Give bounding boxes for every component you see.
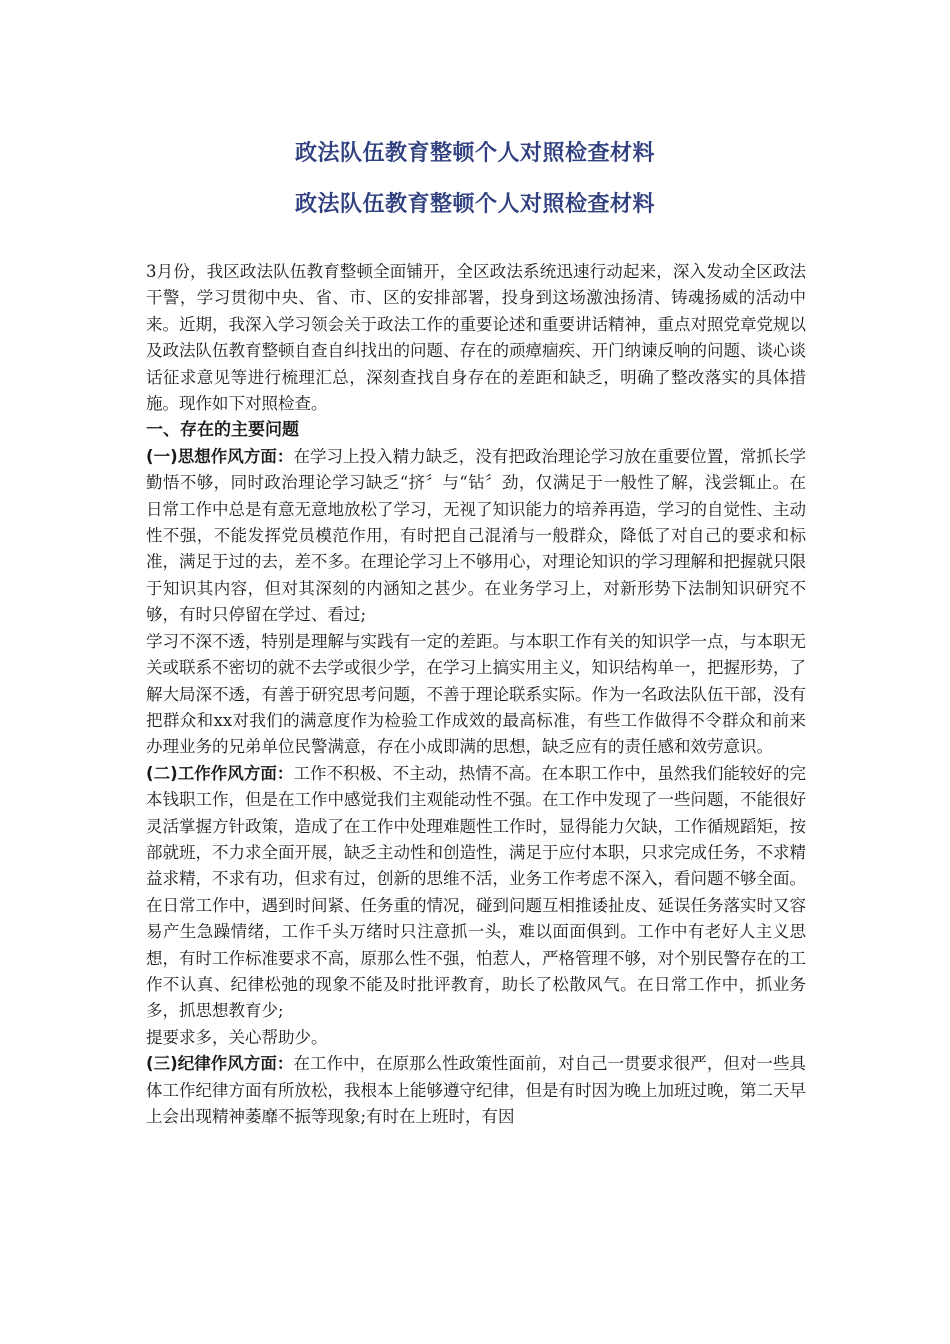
document-subtitle: 政法队伍教育整顿个人对照检查材料 <box>294 192 655 217</box>
paragraph-study: 学习不深不透，特别是理解与实践有一定的差距。与本职工作有关的知识学一点，与本职无关或联系不密切的就不去学或很少学，在学习上搞实用主义，知识结构单一，把握形势，了解大局深不透，有善于研究思考问题，不善于理论联系实际。作为一名政法队伍干部，没有把群众和xx对我们的满意度作为检验工作成效的最高标准，有些工作做得不令群众和前来办理业务的兄弟单位民警满意，存在小成即满的思想，缺乏应有的责任感和效劳意识。 <box>146 631 806 757</box>
paragraph-work-style-text: 工作不积极、不主动，热情不高。在本职工作中，虽然我们能较好的完本钱职工作，但是在工作中感觉我们主观能动性不强。在工作中发现了一些问题，不能很好灵活掌握方针政策，造成了在工作中处理难题性工作时，显得能力欠缺，工作循规蹈矩，按部就班，不力求全面开展，缺乏主动性和创造性，满足于应付本职，只求完成任务，不求精益求精，不求有功，但求有过，创新的思维不活，业务工作考虑不深入，看问题不够全面。在日常工作中，遇到时间紧、任务重的情况，碰到问题互相推诿扯皮、延误任务落实时又容易产生急躁情绪，工作千头万绪时只注意抓一头，难以面面俱到。工作中有老好人主义思想，有时工作标准要求不高，原那么性不强，怕惹人，严格管理不够，对个别民警存在的工作不认真、纪律松弛的现象不能及时批评教育，助长了松散风气。在日常工作中，抓业务多，抓思想教育少; <box>146 763 806 1021</box>
paragraph-care: 提要求多，关心帮助少。 <box>146 1027 328 1047</box>
document-title: 政法队伍教育整顿个人对照检查材料 <box>294 141 655 166</box>
intro-paragraph: 3月份，我区政法队伍教育整顿全面铺开，全区政法系统迅速行动起来，深入发动全区政法干警，学习贯彻中央、省、市、区的安排部署，投身到这场激浊扬清、铸魂扬威的活动中来。近期，我深入学习领会关于政法工作的重要论述和重要讲话精神，重点对照党章党规以及政法队伍教育整顿自查自纠找出的问题、存在的顽瘴痼疾、开门纳谏反响的问题、谈心谈话征求意见等进行梳理汇总，深刻查找自身存在的差距和缺乏，明确了整改落实的具体措施。现作如下对照检查。 <box>146 262 806 414</box>
paragraph-discipline-text: 在工作中，在原那么性政策性面前，对自己一贯要求很严，但对一些具体工作纪律方面有所放松，我根本上能够遵守纪律，但是有时因为晚上加班过晚，第二天早上会出现精神萎靡不振等现象;有时在上班时，有因 <box>146 1054 806 1126</box>
paragraph-work-style <box>146 761 806 1025</box>
paragraph-ideology <box>146 444 806 629</box>
subheading-ideology: (一)思想作风方面： <box>146 446 294 466</box>
paragraph-discipline <box>146 1051 806 1130</box>
subheading-work-style: (二)工作作风方面： <box>146 763 294 783</box>
document-body <box>146 259 806 1130</box>
paragraph-ideology-text: 在学习上投入精力缺乏，没有把政治理论学习放在重要位置，常抓长学勤悟不够，同时政治理论学习缺乏“挤〞与“钻〞劲，仅满足于一般性了解，浅尝辄止。在日常工作中总是有意无意地放松了学习，无视了知识能力的培养再造，学习的自觉性、主动性不强，不能发挥党员模范作用，有时把自己混淆与一般群众，降低了对自己的要求和标准，满足于过的去，差不多。在理论学习上不够用心，对理论知识的学习理解和把握就只限于知识其内容，但对其深刻的内涵知之甚少。在业务学习上，对新形势下法制知识研究不够，有时只停留在学过、看过; <box>146 446 806 625</box>
section-heading: 一、存在的主要问题 <box>146 420 299 441</box>
subheading-discipline: (三)纪律作风方面： <box>146 1054 294 1074</box>
